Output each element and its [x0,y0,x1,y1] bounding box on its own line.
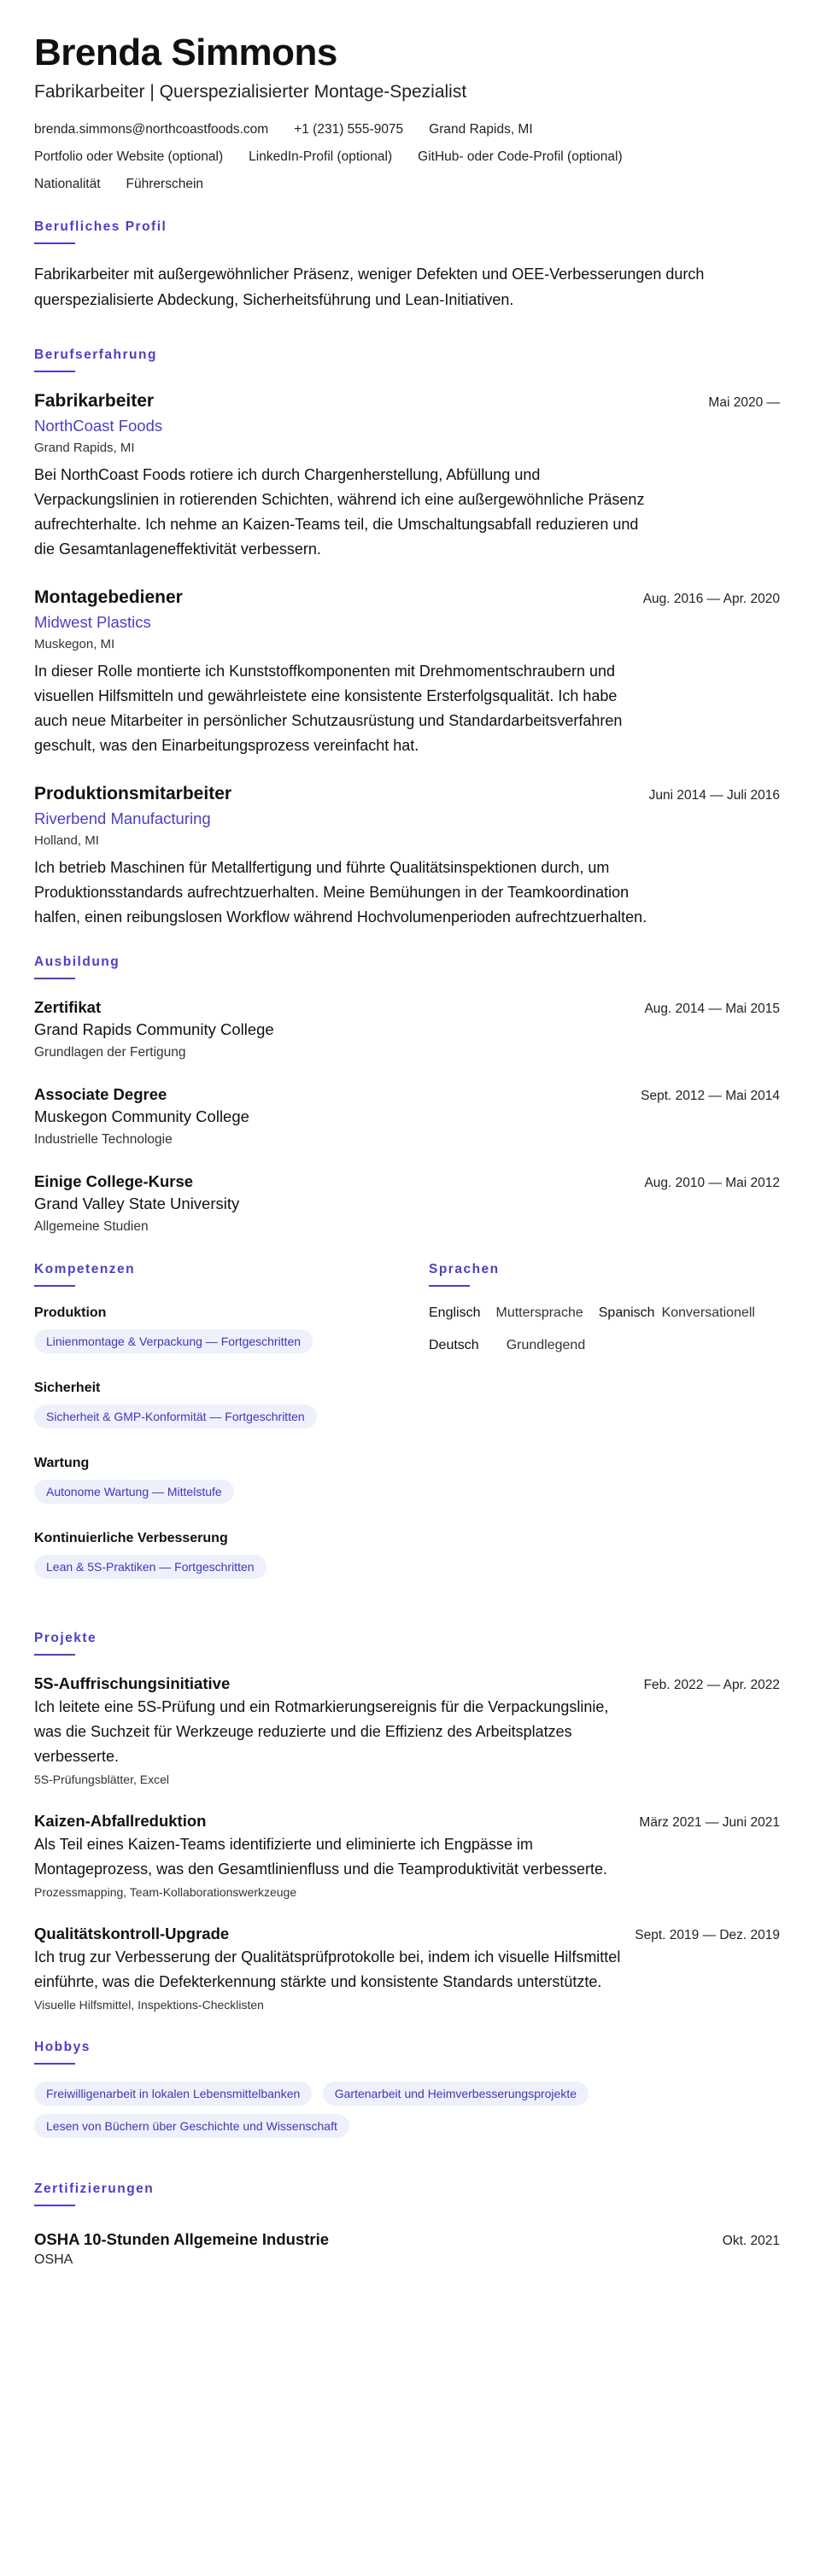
section-divider [34,242,75,244]
hobby-pill: Gartenarbeit und Heimverbesserungsprojekte [323,2082,589,2106]
project-description: Ich trug zur Verbesserung der Qualitätsprüfprotokolle bei, indem ich visuelle Hilfsmittel einführte, was die Defekterkennung stärkte und konsistente Standards unterstützte. [34,1948,621,1990]
project-description: Ich leitete eine 5S-Prüfung und ein Rotmarkierungsereignis für die Verpackungslinie, was die Suchzeit für Werkzeuge reduzierte und die Effizienz des Arbeitsplatzes verbesserte. [34,1698,609,1765]
education-section [34,954,780,1237]
job-entry [34,586,780,758]
job-entry [34,389,780,562]
education-field: Grundlagen der Fertigung [34,1045,186,1060]
section-title-skills: Kompetenzen [34,1262,136,1276]
skill-category: Wartung [34,1456,90,1470]
education-entry [34,1171,780,1237]
job-location: Holland, MI [34,833,99,848]
section-title-languages: Sprachen [429,1262,500,1276]
job-company: Midwest Plastics [34,613,151,631]
job-date: Mai 2020 — [708,395,780,410]
job-description: Ich betrieb Maschinen für Metallfertigung und führte Qualitätsinspektionen durch, um Produktionsstandards aufrechtzuerhalten. Meine Bemühungen in der Teamkoordination halfen, einen reibungslosen Workflow während Hochvolumenperioden aufrechtzuerhalten. [34,859,647,926]
certification-issuer: OSHA [34,2252,73,2267]
experience-section [34,347,780,930]
resume-header [34,31,780,193]
job-entry [34,782,780,930]
hobbies-section [34,2039,780,2147]
skill-pill: Linienmontage & Verpackung — Fortgeschritten [34,1329,313,1353]
language-name: Englisch [429,1306,481,1320]
language-row [429,1336,780,1355]
skill-pill: Autonome Wartung — Mittelstufe [34,1480,234,1504]
project-title: 5S-Auffrischungsinitiative [34,1674,231,1692]
hobby-list [34,2082,780,2147]
contact-location: Grand Rapids, MI [429,122,533,137]
hobby-pill: Freiwilligenarbeit in lokalen Lebensmittelbanken [34,2082,312,2106]
contact-linkedin[interactable]: LinkedIn-Profil (optional) [249,149,393,164]
section-divider [34,1285,75,1287]
contact-github[interactable]: GitHub- oder Code-Profil (optional) [418,149,623,164]
certifications-section [34,2181,780,2269]
job-title: Produktionsmitarbeiter [34,784,232,803]
project-tools: 5S-Prüfungsblätter, Excel [34,1773,169,1786]
contact-row-extra [34,176,780,193]
section-title-experience: Berufserfahrung [34,348,157,362]
hobby-pill: Lesen von Büchern über Geschichte und Wissenschaft [34,2114,349,2138]
section-title-projects: Projekte [34,1631,97,1645]
skill-category: Sicherheit [34,1381,101,1395]
job-company: Riverbend Manufacturing [34,809,211,827]
languages-column [429,1261,780,1604]
education-entry [34,996,780,1063]
language-row [429,1304,780,1323]
contact-phone[interactable]: +1 (231) 555-9075 [294,122,404,137]
project-date: Sept. 2019 — Dez. 2019 [635,1928,780,1942]
skill-pill: Sicherheit & GMP-Konformität — Fortgeschritten [34,1405,317,1428]
project-title: Qualitätskontroll-Upgrade [34,1925,230,1942]
project-date: Feb. 2022 — Apr. 2022 [643,1678,780,1692]
education-field: Industrielle Technologie [34,1132,173,1147]
job-description: Bei NorthCoast Foods rotiere ich durch Chargenherstellung, Abfüllung und Verpackungslinien in rotierenden Schichten, während ich eine außergewöhnliche Präsenz aufrechterhalte. Ich nehme an Kaizen-Teams teil, die Umschaltungsabfall reduzieren und die Gesamtanlageneffektivität verbessern. [34,466,645,558]
skill-pill: Lean & 5S-Praktiken — Fortgeschritten [34,1555,266,1579]
job-date: Aug. 2016 — Apr. 2020 [642,592,780,606]
education-school: Muskegon Community College [34,1107,249,1125]
profile-summary: Fabrikarbeiter mit außergewöhnlicher Präsenz, weniger Defekten und OEE-Verbesserungen durch querspezialisierte Abdeckung, Sicherheitsführung und Lean-Initiativen. [34,266,705,308]
candidate-headline: Fabrikarbeiter | Querspezialisierter Montage-Spezialist [34,82,467,102]
job-title: Montagebediener [34,587,183,607]
education-degree: Einige College-Kurse [34,1172,194,1190]
section-title-education: Ausbildung [34,955,120,969]
skill-category: Kontinuierliche Verbesserung [34,1531,228,1545]
certification-date: Okt. 2021 [722,2234,780,2248]
project-tools: Prozessmapping, Team-Kollaborationswerkzeuge [34,1885,297,1899]
education-entry [34,1084,780,1150]
education-field: Allgemeine Studien [34,1219,149,1234]
project-tools: Visuelle Hilfsmittel, Inspektions-Checklisten [34,1998,264,2012]
job-description: In dieser Rolle montierte ich Kunststoffkomponenten mit Drehmomentschraubern und visuellen Hilfsmitteln und gewährleistete eine konsistente Ersterfolgsqualität. Ich habe auch neue Mitarbeiter in persönlicher Schutzausrüstung und Standardarbeitsverfahren geschult, was den Einarbeitungsprozess vereinfacht hat. [34,663,623,754]
project-entry [34,1923,780,2013]
section-title-hobbies: Hobbys [34,2040,91,2054]
contact-portfolio[interactable]: Portfolio oder Website (optional) [34,149,224,164]
education-date: Aug. 2014 — Mai 2015 [644,1002,780,1016]
skill-group [34,1529,429,1586]
section-divider [34,978,75,979]
contact-row-primary [34,121,780,138]
education-degree: Zertifikat [34,998,102,1016]
contact-block [34,121,780,193]
project-entry [34,1810,780,1901]
job-company: NorthCoast Foods [34,417,163,435]
contact-license: Führerschein [126,177,204,191]
project-entry [34,1673,780,1788]
language-level: Grundlegend [506,1338,586,1352]
section-divider [429,1285,470,1287]
section-title-profile: Berufliches Profil [34,219,167,234]
language-name: Deutsch [429,1338,479,1352]
education-school: Grand Valley State University [34,1195,240,1212]
projects-section [34,1630,780,2013]
education-degree: Associate Degree [34,1085,167,1103]
language-name: Spanisch [598,1306,655,1320]
section-divider [34,2063,75,2065]
job-title: Fabrikarbeiter [34,391,155,411]
profile-section [34,219,780,313]
contact-row-links [34,149,780,166]
skill-category: Produktion [34,1306,107,1320]
contact-email[interactable]: brenda.simmons@northcoastfoods.com [34,122,269,137]
section-divider [34,2205,75,2206]
job-date: Juni 2014 — Juli 2016 [648,788,780,803]
language-level: Konversationell [661,1306,755,1320]
project-date: März 2021 — Juni 2021 [639,1815,780,1830]
skill-group [34,1379,429,1435]
skills-languages-section [34,1261,780,1604]
section-divider [34,371,75,372]
contact-nationality: Nationalität [34,177,101,191]
education-school: Grand Rapids Community College [34,1020,274,1038]
section-divider [34,1654,75,1656]
language-level: Muttersprache [495,1306,583,1320]
education-date: Sept. 2012 — Mai 2014 [641,1089,780,1103]
skills-column [34,1261,429,1604]
project-title: Kaizen-Abfallreduktion [34,1812,207,1830]
certification-entry [34,2228,780,2269]
skill-group [34,1304,429,1360]
certification-title: OSHA 10-Stunden Allgemeine Industrie [34,2230,330,2248]
section-title-certifications: Zertifizierungen [34,2182,155,2196]
project-description: Als Teil eines Kaizen-Teams identifizierte und eliminierte ich Engpässe im Montageprozess, was den Gesamtlinienfluss und die Teamproduktivität verbesserte. [34,1836,608,1878]
education-date: Aug. 2010 — Mai 2012 [644,1176,780,1190]
skill-group [34,1454,429,1510]
candidate-name: Brenda Simmons [34,32,337,73]
job-location: Grand Rapids, MI [34,441,135,455]
job-location: Muskegon, MI [34,637,115,651]
